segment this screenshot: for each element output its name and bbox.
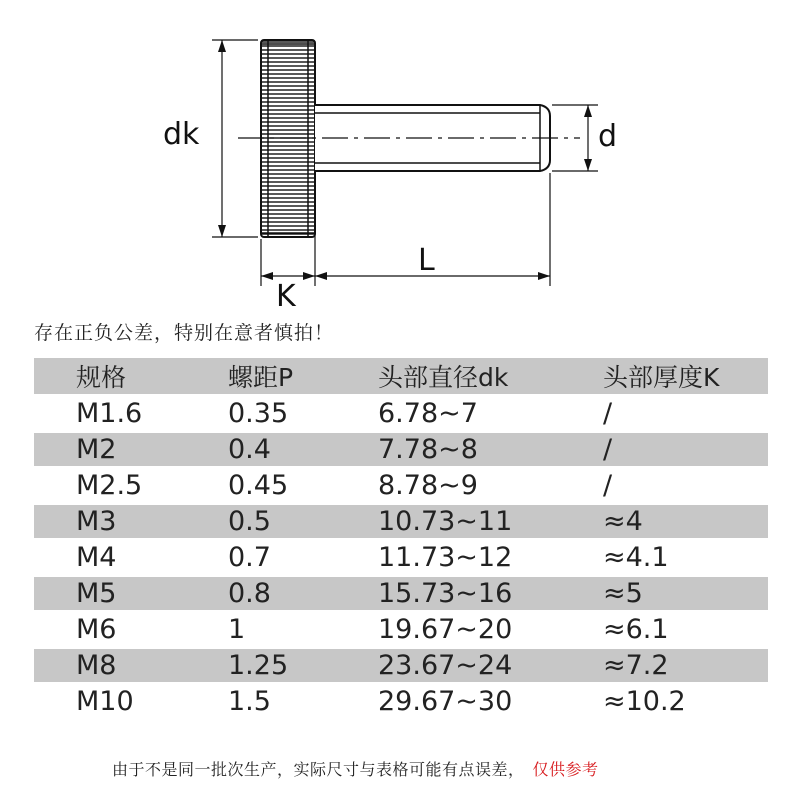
table-row — [34, 432, 768, 468]
cell-head-diameter: 11.73~12 — [336, 540, 561, 576]
d-label: d — [598, 119, 618, 154]
cell-head-diameter: 15.73~16 — [336, 576, 561, 612]
cell-spec: M3 — [34, 504, 186, 540]
cell-head-thickness: ≈10.2 — [561, 684, 768, 720]
header-pitch: 螺距P — [186, 358, 336, 396]
spec-table — [34, 358, 768, 721]
cell-pitch: 0.4 — [186, 432, 336, 468]
cell-pitch: 0.45 — [186, 468, 336, 504]
cell-head-thickness: ≈7.2 — [561, 648, 768, 684]
thumb-screw-diagram — [0, 0, 800, 315]
cell-pitch: 1.5 — [186, 684, 336, 720]
cell-head-thickness: ≈6.1 — [561, 612, 768, 648]
table-header-row — [34, 358, 768, 396]
cell-head-thickness: ≈5 — [561, 576, 768, 612]
cell-spec: M5 — [34, 576, 186, 612]
cell-head-diameter: 19.67~20 — [336, 612, 561, 648]
header-head-diameter: 头部直径dk — [336, 358, 561, 396]
footer-disclaimer — [112, 757, 599, 780]
cell-pitch: 1.25 — [186, 648, 336, 684]
cell-head-diameter: 8.78~9 — [336, 468, 561, 504]
footer-highlight: 仅供参考 — [532, 760, 599, 779]
cell-pitch: 0.5 — [186, 504, 336, 540]
cell-pitch: 0.8 — [186, 576, 336, 612]
table-row — [34, 612, 768, 648]
cell-spec: M4 — [34, 540, 186, 576]
cell-spec: M1.6 — [34, 396, 186, 432]
cell-spec: M10 — [34, 684, 186, 720]
cell-head-diameter: 10.73~11 — [336, 504, 561, 540]
cell-head-thickness: / — [561, 468, 768, 504]
dk-label: dk — [163, 117, 200, 152]
table-row — [34, 648, 768, 684]
L-label: L — [418, 243, 435, 278]
cell-head-diameter: 29.67~30 — [336, 684, 561, 720]
cell-pitch: 1 — [186, 612, 336, 648]
cell-spec: M8 — [34, 648, 186, 684]
cell-head-thickness: / — [561, 432, 768, 468]
table-row — [34, 396, 768, 432]
K-label: K — [276, 279, 296, 314]
cell-head-thickness: ≈4.1 — [561, 540, 768, 576]
table-row — [34, 684, 768, 720]
screw-dimension-drawing — [0, 0, 800, 315]
table-row — [34, 468, 768, 504]
header-head-thickness: 头部厚度K — [561, 358, 768, 396]
table-row — [34, 576, 768, 612]
cell-head-thickness: ≈4 — [561, 504, 768, 540]
footer-text: 由于不是同一批次生产，实际尺寸与表格可能有点误差， — [112, 760, 525, 779]
cell-spec: M2 — [34, 432, 186, 468]
cell-pitch: 0.7 — [186, 540, 336, 576]
header-spec: 规格 — [34, 358, 186, 396]
cell-head-diameter: 7.78~8 — [336, 432, 561, 468]
cell-pitch: 0.35 — [186, 396, 336, 432]
cell-head-thickness: / — [561, 396, 768, 432]
cell-head-diameter: 23.67~24 — [336, 648, 561, 684]
cell-head-diameter: 6.78~7 — [336, 396, 561, 432]
cell-spec: M6 — [34, 612, 186, 648]
tolerance-notice: 存在正负公差，特别在意者慎拍！ — [34, 322, 335, 344]
table-row — [34, 504, 768, 540]
cell-spec: M2.5 — [34, 468, 186, 504]
table-row — [34, 540, 768, 576]
